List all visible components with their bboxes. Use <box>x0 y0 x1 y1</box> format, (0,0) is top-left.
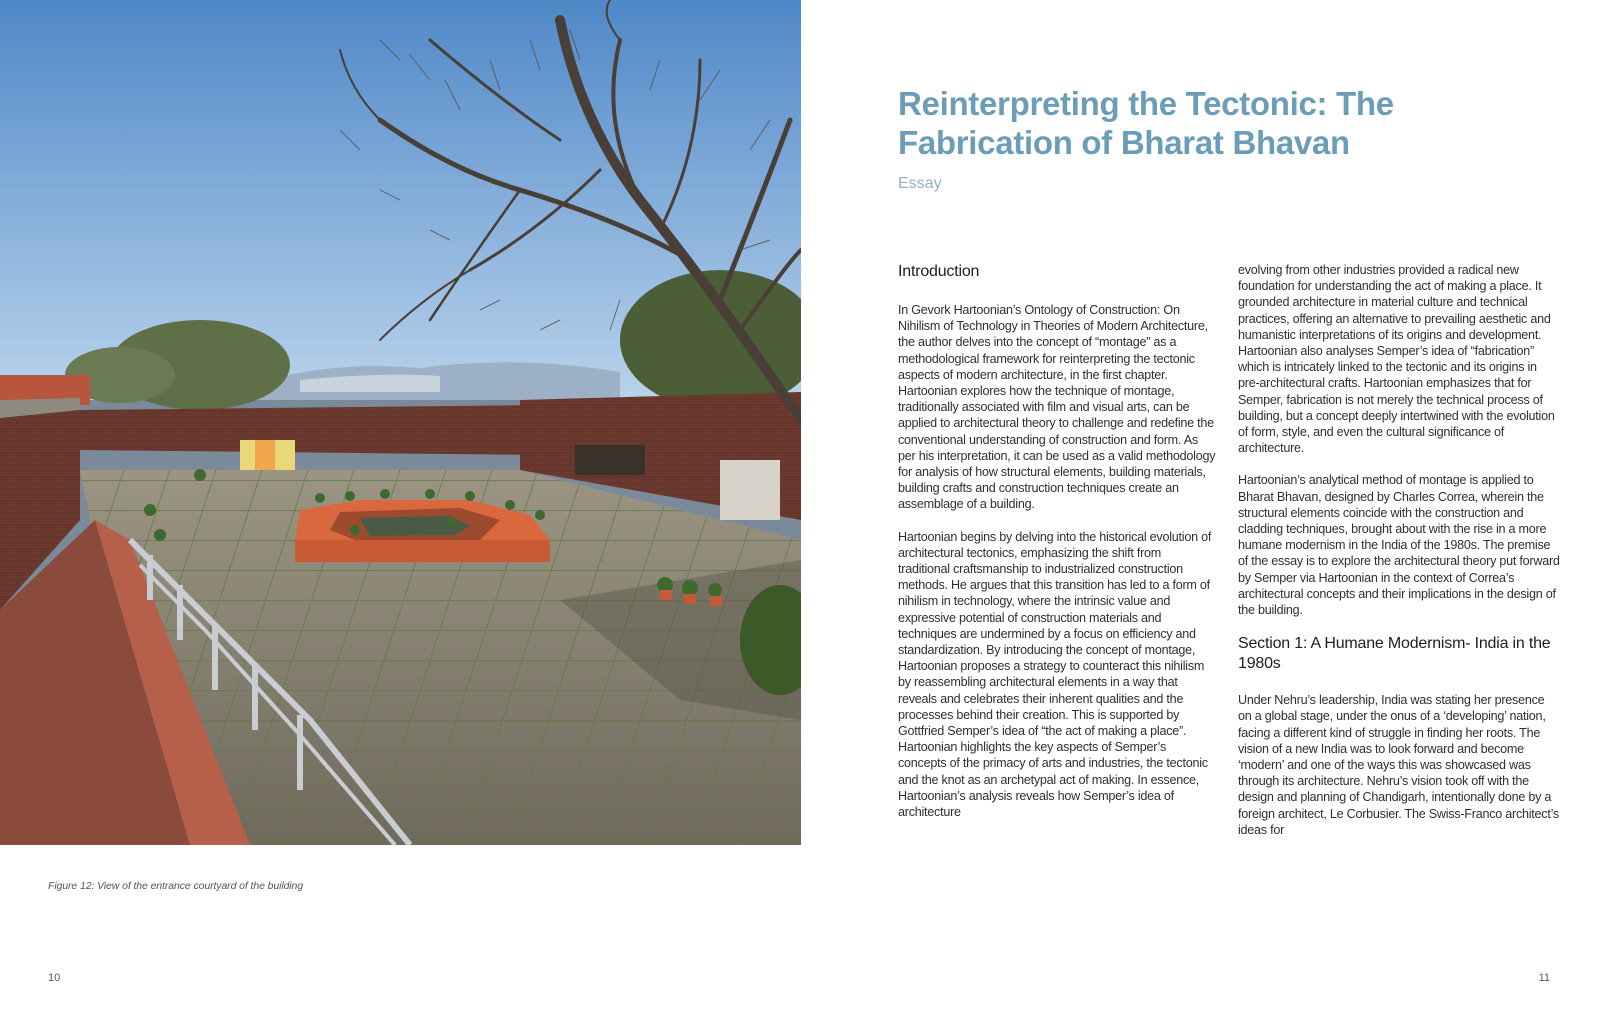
figure-caption: Figure 12: View of the entrance courtyard of the building <box>48 880 304 892</box>
article-category: Essay <box>898 175 942 192</box>
page-number-right: 11 <box>1538 972 1550 984</box>
courtyard-illustration <box>0 0 801 845</box>
col2-paragraph-1: evolving from other industries provided a radical new foundation for understanding the act of making a place. It grounded architecture in material culture and technical practices, offering an alternative to prevailing aesthetic and humanistic interpretations of its origins and development. Hartoonian also analyses Semper’s idea of “fabrication” which is intricately linked to the tectonic and its origins in pre-architectural crafts. Hartoonian emphasizes that for Semper, fabrication is not merely the technical process of building, but a concept deeply intertwined with the evolution of form, style, and even the cultural significance of architecture. <box>1238 263 1555 456</box>
article-title: Reinterpreting the Tectonic: The Fabrication of Bharat Bhavan <box>898 85 1394 161</box>
page-number-left: 10 <box>48 972 61 984</box>
courtyard-photograph <box>0 0 801 845</box>
text-column-left <box>898 262 1216 836</box>
intro-paragraph-2: Hartoonian begins by delving into the historical evolution of architectural tectonics, emphasizing the shift from traditional craftsmanship to industrialized construction methods. He argues that this transition has led to a form of nihilism in technology, where the intrinsic value and expressive potential of construction materials and techniques are undermined by a focus on efficiency and standardization. By introducing the concept of montage, Hartoonian proposes a strategy to counteract this nihilism by reassembling architectural elements in a way that reveals and celebrates their inherent qualities and the processes behind their creation. This is supported by Gottfried Semper’s idea of “the act of making a place”. Hartoonian highlights the key aspects of Semper’s concepts of the primacy of arts and industries, the tectonic and the knot as an archetypal act of making. In essence, Hartoonian’s analysis reveals how Semper’s idea of architecture <box>898 529 1212 820</box>
section1-heading: Section 1: A Humane Modernism- India in the 1980s <box>1238 635 1551 673</box>
text-column-right <box>1238 262 1560 854</box>
intro-paragraph-1: In Gevork Hartoonian’s Ontology of Construction: On Nihilism of Technology in Theories of Modern Architecture, the author delves into the concept of “montage” as a methodological framework for reinterpreting the tectonic aspects of modern architecture, in the first chapter. Hartoonian explores how the technique of montage, traditionally associated with film and visual arts, can be applied to architectural theory to challenge and redefine the conventional understanding of construction and form. As per his interpretation, it can be used as a valid methodology for analysis of how structural elements, building materials, building crafts and construction techniques create an assemblage of a building. <box>898 303 1216 512</box>
col2-paragraph-2: Hartoonian’s analytical method of montage is applied to Bharat Bhavan, designed by Charles Correa, wherein the structural elements coincide with the construction and cladding techniques, brought about with the rise in a more humane modernism in the India of the 1980s. The premise of the essay is to explore the architectural theory put forward by Semper via Hartoonian in the context of Correa’s architectural concepts and their implications in the design of the building. <box>1238 473 1560 618</box>
intro-heading: Introduction <box>898 263 980 280</box>
section1-paragraph: Under Nehru’s leadership, India was stating her presence on a global stage, under the onus of a ‘developing’ nation, facing a different kind of struggle in finding her roots. The vision of a new India was to look forward and become ‘modern’ and one of the ways this was showcased was through its architecture. Nehru’s vision took off with the design and planning of Chandigarh, intentionally done by a foreign architect, Le Corbusier. The Swiss-Franco architect’s ideas for <box>1238 693 1559 837</box>
